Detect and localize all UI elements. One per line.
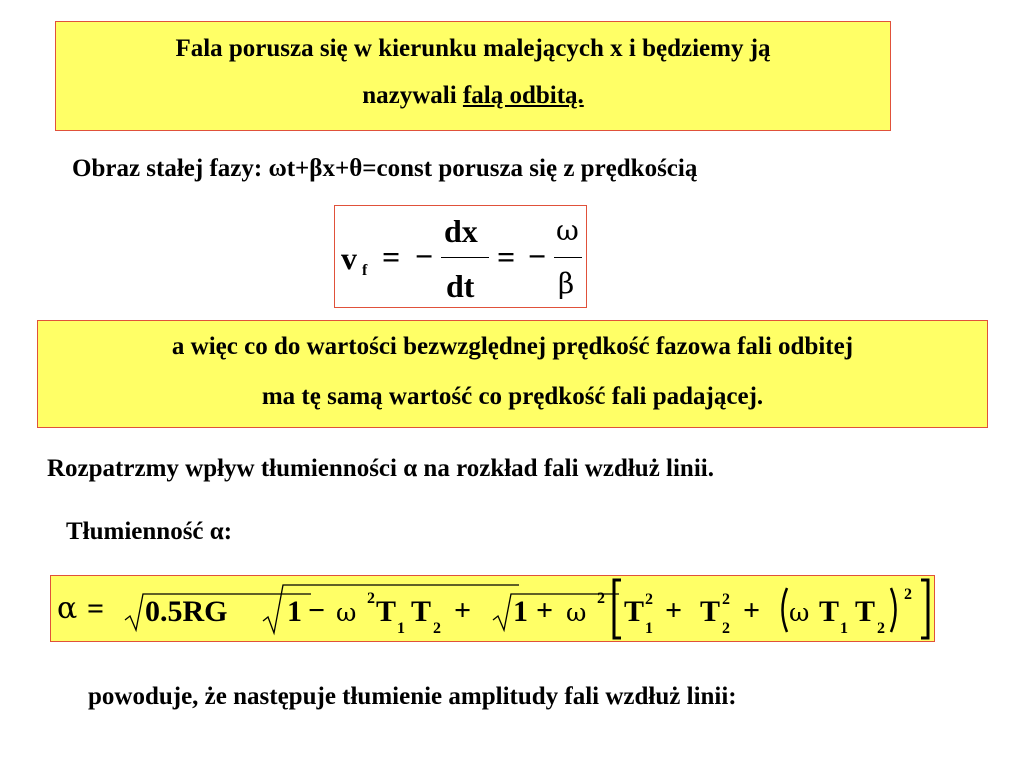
alpha-symbol: α (57, 591, 78, 626)
vf-subscript: f (362, 262, 368, 279)
vf-equals-1: = (382, 239, 401, 275)
plus-1: + (454, 594, 472, 627)
plus-2: + (536, 594, 554, 627)
vf-denominator-beta: β (558, 267, 575, 300)
omega-1: ω (336, 598, 357, 627)
T2-a-subscript: 2 (433, 620, 441, 637)
omega-1-square: 2 (367, 590, 375, 607)
reflected-wave-line-1: Fala porusza się w kierunku malejących x i będziemy ją (175, 35, 771, 62)
coefficient-0.5RG: 0.5RG (145, 595, 228, 628)
right-parenthesis (889, 586, 901, 634)
plus-3: + (665, 594, 683, 627)
T2-b-square: 2 (722, 591, 730, 608)
amplitude-damping-text: powoduje, że następuje tłumienie amplitudy fali wzdłuż linii: (88, 683, 737, 710)
attenuation-intro-text: Rozpatrzmy wpływ tłumienności α na rozkład fali wzdłuż linii. (47, 455, 714, 482)
omega-2-square: 2 (597, 590, 605, 607)
constant-phase-text: Obraz stałej fazy: ωt+βx+θ=const porusza się z prędkością (72, 155, 698, 182)
reflected-wave-line-2-prefix: nazywali (362, 82, 463, 109)
term-one-1: 1 (287, 595, 302, 628)
T1-b: T (624, 595, 645, 628)
plus-4: + (743, 594, 761, 627)
attenuation-label: Tłumienność α: (66, 518, 233, 545)
vf-fraction-bar-2 (554, 257, 582, 258)
vf-minus-1: − (415, 238, 434, 274)
parenthesis-square: 2 (904, 586, 912, 603)
reflected-wave-box (55, 21, 891, 131)
alpha-equals: = (87, 592, 105, 625)
vf-denominator-dt: dt (446, 268, 475, 304)
phase-velocity-formula (334, 205, 587, 308)
left-parenthesis (777, 586, 789, 634)
vf-v: v (341, 240, 357, 276)
phase-velocity-conclusion-box (37, 320, 988, 428)
T1-c: T (819, 595, 840, 628)
T1-b-square: 2 (645, 591, 653, 608)
T1-a-subscript: 1 (397, 620, 405, 637)
T2-a: T (411, 595, 432, 628)
T2-b: T (700, 595, 721, 628)
conclusion-line-1: a więc co do wartości bezwzględnej prędkość fazowa fali odbitej (171, 333, 854, 360)
term-one-2: 1 (513, 595, 528, 628)
reflected-wave-term: falą odbitą. (462, 82, 584, 109)
vf-numerator-dx: dx (444, 213, 478, 249)
term-minus: − (308, 594, 326, 627)
vf-minus-2: − (528, 238, 547, 274)
vf-equals-2: = (497, 239, 516, 275)
reflected-wave-line-2 (56, 82, 890, 110)
T2-c-subscript: 2 (877, 620, 885, 637)
right-square-bracket (919, 578, 931, 640)
vf-numerator-omega: ω (556, 214, 579, 247)
T1-b-subscript: 1 (645, 620, 653, 637)
omega-2: ω (566, 598, 587, 627)
vf-fraction-bar-1 (441, 257, 489, 258)
T2-c: T (855, 595, 876, 628)
omega-3: ω (789, 598, 810, 627)
conclusion-line-2: ma tę samą wartość co prędkość fali padającej. (261, 383, 764, 410)
attenuation-formula (50, 575, 935, 642)
T1-c-subscript: 1 (840, 620, 848, 637)
left-square-bracket (611, 578, 623, 640)
T1-a: T (376, 595, 397, 628)
T2-b-subscript: 2 (722, 620, 730, 637)
